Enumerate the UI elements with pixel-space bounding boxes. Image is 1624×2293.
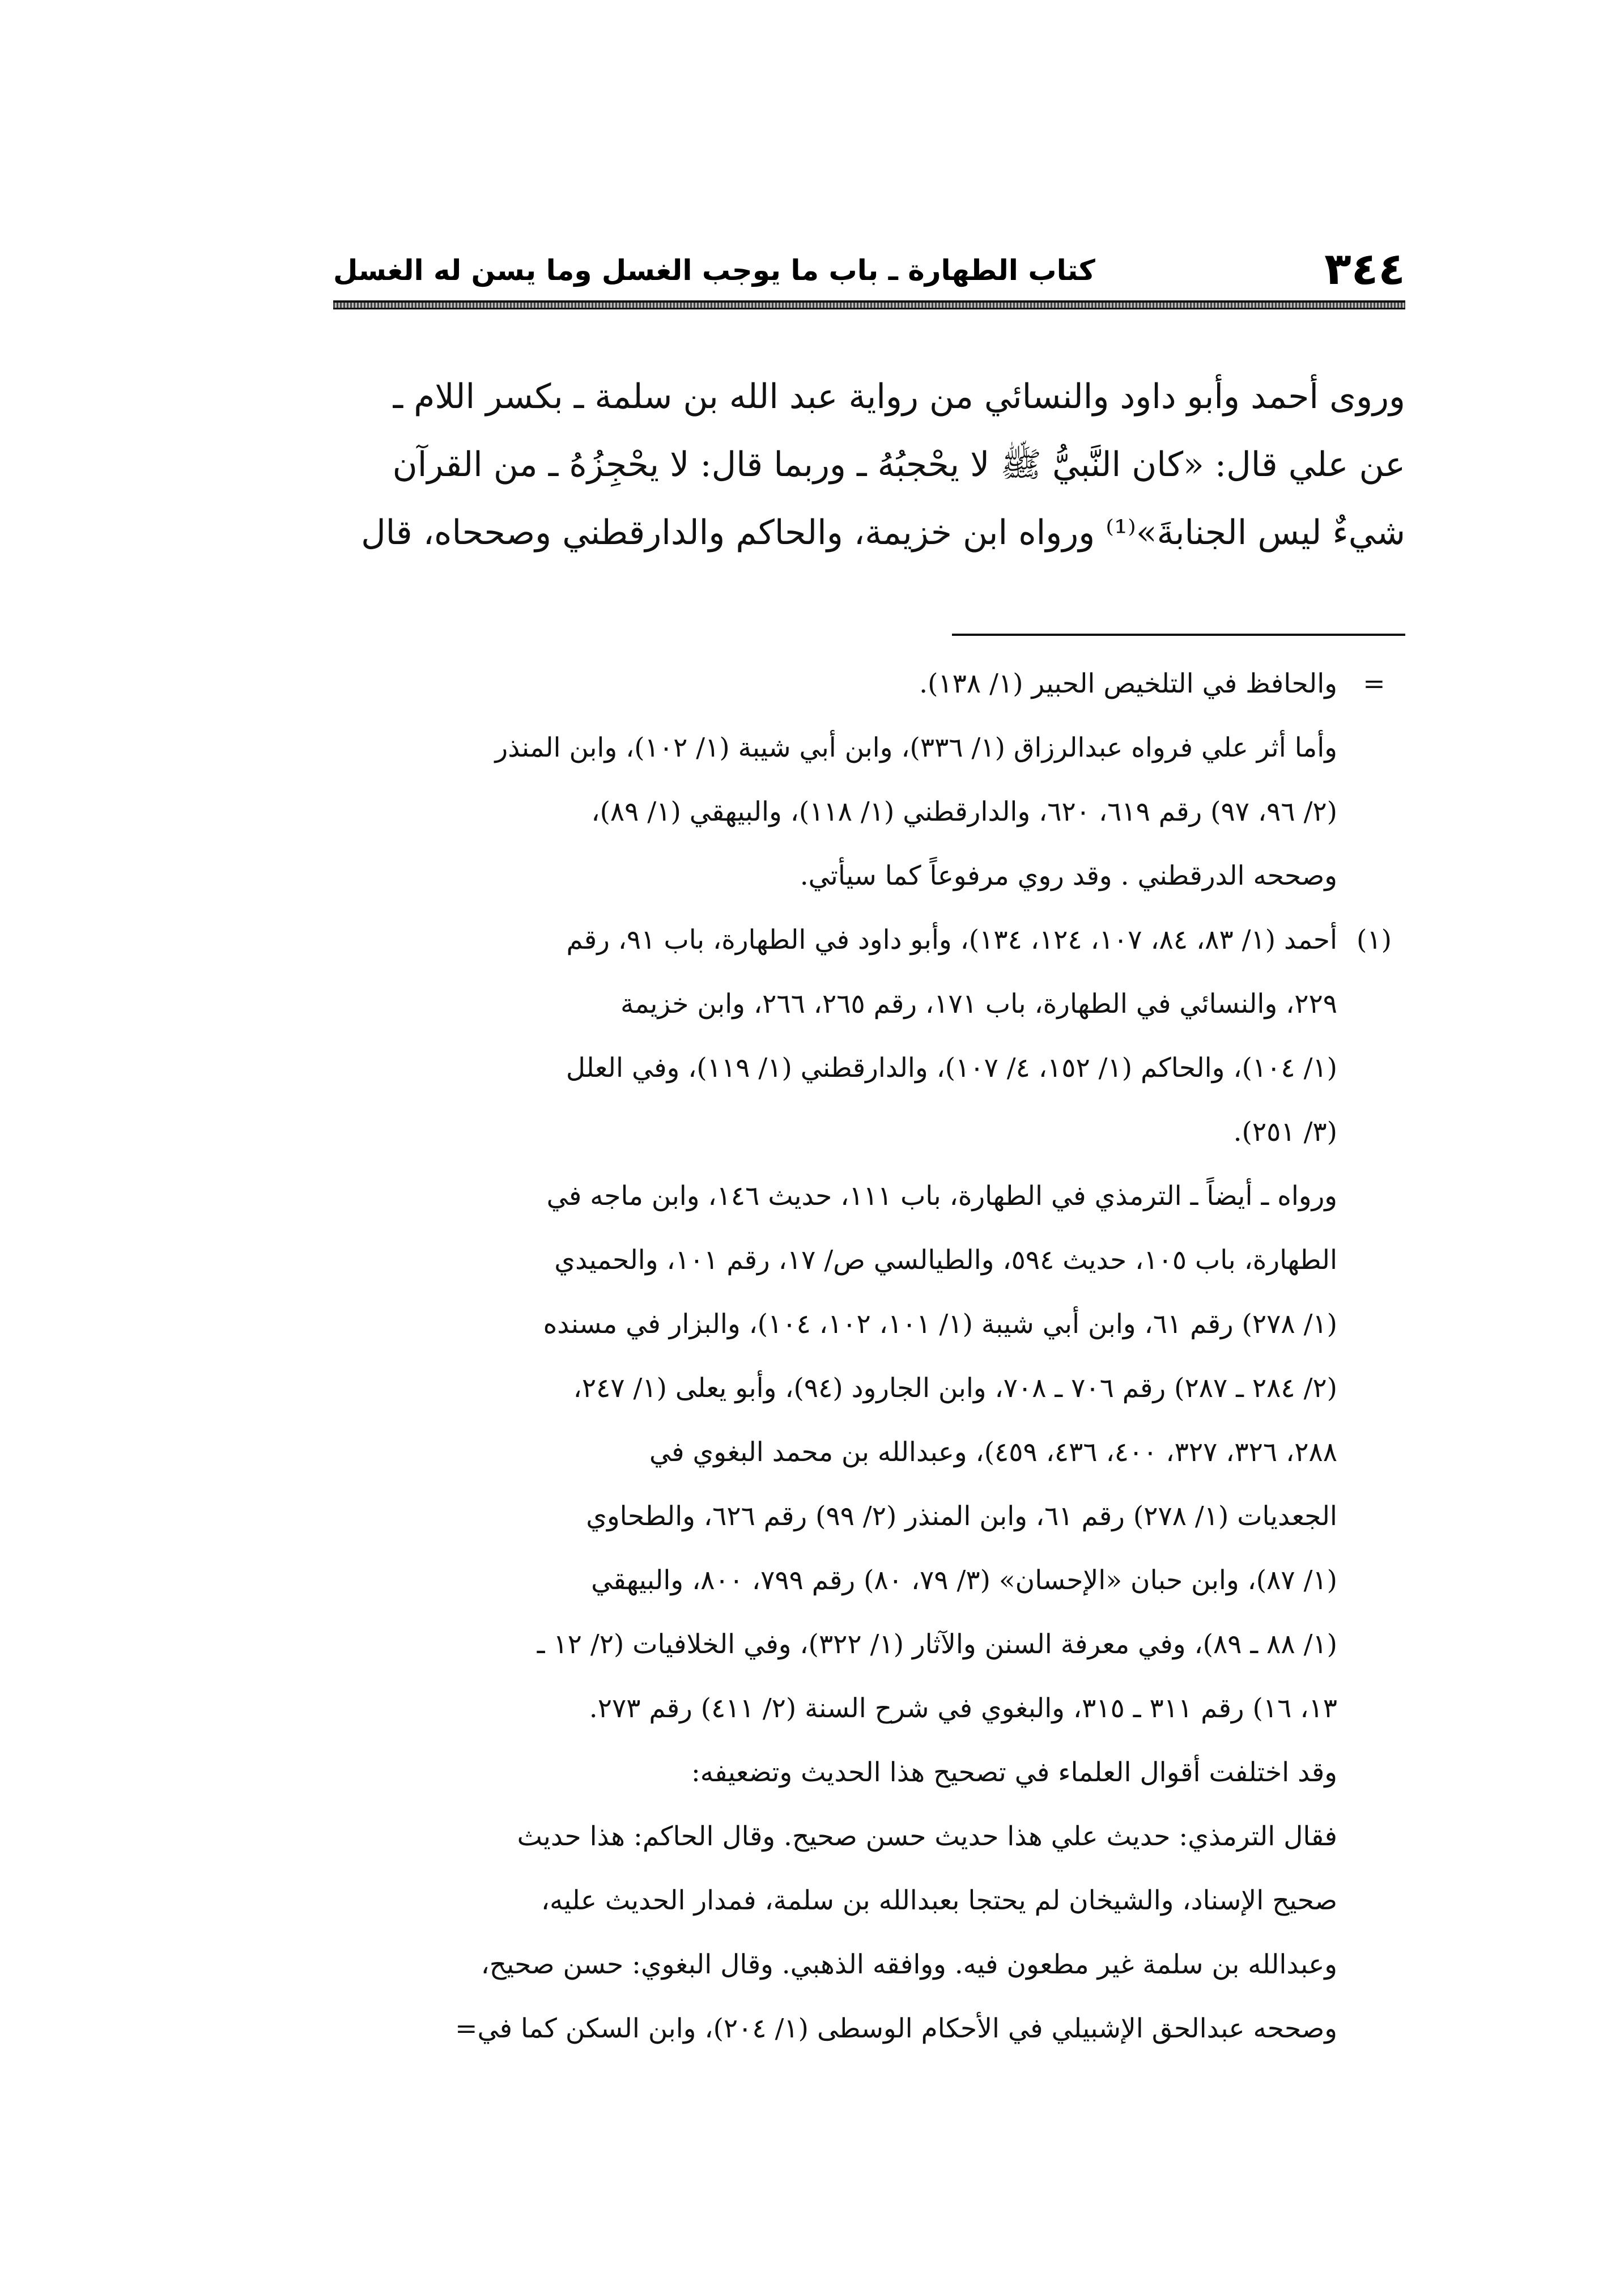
main-text-line: عن علي قال: «كان النَّبيُّ ﷺ لا يحْجبُهُ ـ وربما قال: لا يحْجِزُهُ ـ من القرآن	[392, 445, 1405, 485]
continuation-marker: =	[1363, 668, 1385, 699]
footnote-line: فقال الترمذي: حديث علي هذا حديث حسن صحيح. وقال الحاكم: هذا حديث	[517, 1821, 1337, 1852]
main-text	[333, 363, 1405, 567]
footnote-line: الطهارة، باب ١٠٥، حديث ٥٩٤، والطيالسي ص/ ١٧، رقم ١٠١، والحميدي	[554, 1245, 1337, 1276]
footnote-line: (١/ ١٠٤)، والحاكم (١/ ١٥٢، ٤/ ١٠٧)، والدارقطني (١/ ١١٩)، وفي العلل	[566, 1052, 1337, 1084]
footnote-line: (٣/ ٢٥١).	[1233, 1116, 1337, 1148]
footnote-continuation	[333, 652, 1405, 908]
footnote-1	[333, 908, 1405, 1164]
footnote-line: (٢/ ٩٦، ٩٧) رقم ٦١٩، ٦٢٠، والدارقطني (١/ ١١٨)، والبيهقي (١/ ٨٩)،	[591, 796, 1337, 827]
footnote-line: (١/ ٢٧٨) رقم ٦١، وابن أبي شيبة (١/ ١٠١، ١٠٢، ١٠٤)، والبزار في مسنده	[543, 1309, 1337, 1340]
footnote-line: ٢٨٨، ٣٢٦، ٣٢٧، ٤٠٠، ٤٣٦، ٤٥٩)، وعبدالله بن محمد البغوي في	[649, 1437, 1337, 1468]
footnotes	[333, 652, 1405, 2061]
footnote-1-continued	[333, 1164, 1405, 2061]
footnote-line: ورواه ـ أيضاً ـ الترمذي في الطهارة، باب ١١١، حديث ١٤٦، وابن ماجه في	[546, 1181, 1337, 1212]
footnote-line: وصححه عبدالحق الإشبيلي في الأحكام الوسطى (١/ ٢٠٤)، وابن السكن كما في=	[455, 2013, 1337, 2044]
main-text-line: وروى أحمد وأبو داود والنسائي من رواية عبد الله بن سلمة ـ بكسر اللام ـ	[393, 377, 1405, 417]
footnote-line: صحيح الإسناد، والشيخان لم يحتجا بعبدالله بن سلمة، فمدار الحديث عليه،	[541, 1885, 1337, 1916]
footnote-line: وصححه الدرقطني . وقد روي مرفوعاً كما سيأتي.	[800, 860, 1337, 891]
footnote-line: الجعديات (١/ ٢٧٨) رقم ٦١، وابن المنذر (٢/ ٩٩) رقم ٦٢٦، والطحاوي	[586, 1501, 1337, 1532]
page-number: ٣٤٤	[1324, 244, 1405, 295]
header-rule	[333, 300, 1405, 309]
footnote-line: (١/ ٨٧)، وابن حبان «الإحسان» (٣/ ٧٩، ٨٠) رقم ٧٩٩، ٨٠٠، والبيهقي	[591, 1565, 1337, 1596]
footnote-line: (١/ ٨٨ ـ ٨٩)، وفي معرفة السنن والآثار (١/ ٣٢٢)، وفي الخلافيات (٢/ ١٢ ـ	[537, 1629, 1337, 1660]
footnote-line: وعبدالله بن سلمة غير مطعون فيه. ووافقه الذهبي. وقال البغوي: حسن صحيح،	[481, 1949, 1337, 1980]
page-header	[333, 238, 1405, 300]
running-title: كتاب الطهارة ـ باب ما يوجب الغسل وما يسن له الغسل	[333, 254, 1095, 287]
footnote-line: والحافظ في التلخيص الحبير (١/ ١٣٨).	[919, 668, 1337, 699]
footnote-line: (٢/ ٢٨٤ ـ ٢٨٧) رقم ٧٠٦ ـ ٧٠٨، وابن الجارود (٩٤)، وأبو يعلى (١/ ٢٤٧،	[573, 1373, 1337, 1404]
footnote-line: وقد اختلفت أقوال العلماء في تصحيح هذا الحديث وتضعيفه:	[691, 1757, 1337, 1788]
footnote-line: ١٣، ١٦) رقم ٣١١ ـ ٣١٥، والبغوي في شرح السنة (٢/ ٤١١) رقم ٢٧٣.	[589, 1693, 1337, 1724]
footnote-line: ٢٢٩، والنسائي في الطهارة، باب ١٧١، رقم ٢٦٥، ٢٦٦، وابن خزيمة	[620, 988, 1337, 1020]
footnote-line: وأما أثر علي فرواه عبدالرزاق (١/ ٣٣٦)، وابن أبي شيبة (١/ ١٠٢)، وابن المنذر	[495, 732, 1337, 763]
footnote-separator	[952, 634, 1405, 636]
main-text-line: شيءٌ ليس الجنابةَ»⁽¹⁾ ورواه ابن خزيمة، والحاكم والدارقطني وصححاه، قال	[361, 513, 1405, 553]
footnote-1-marker: (١)	[1357, 924, 1392, 956]
footnote-line: أحمد (١/ ٨٣، ٨٤، ١٠٧، ١٢٤، ١٣٤)، وأبو داود في الطهارة، باب ٩١، رقم	[566, 924, 1337, 956]
